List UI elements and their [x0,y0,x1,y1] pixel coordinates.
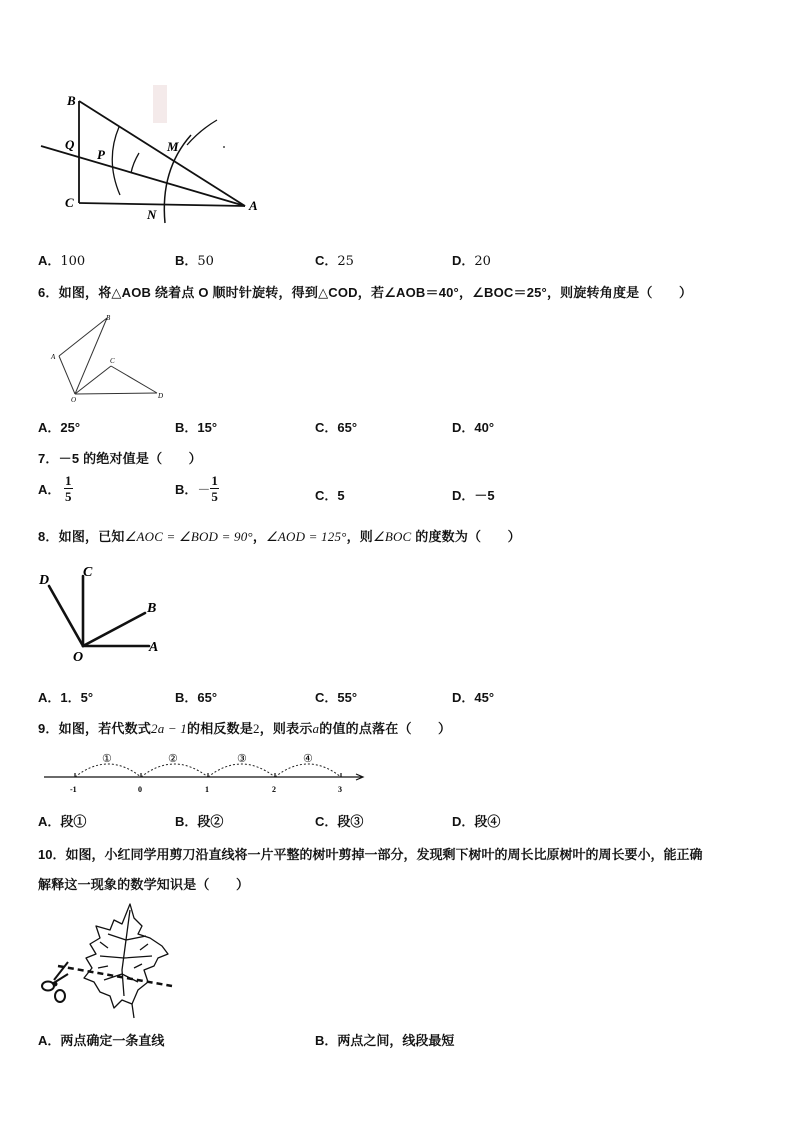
q6-option-a[interactable] [38,417,80,436]
option-text: 两点之间，线段最短 [337,1033,455,1048]
minus-sign: － [197,482,211,497]
label-n: N [147,207,157,222]
option-letter: A． [38,253,61,268]
option-text: 100 [60,254,86,269]
option-letter: A． [38,482,61,497]
q6-label-a: A [51,353,56,361]
option-text: 两点确定一条直线 [60,1033,165,1048]
q6-label-b: B [106,314,111,322]
q8-label-a: A [149,640,159,655]
option-letter: B． [315,1033,338,1048]
q7-option-b[interactable] [175,473,219,504]
option-text: 段④ [474,814,501,829]
fraction-denominator: 5 [211,489,218,504]
option-letter: B． [175,482,198,497]
q8-figure [35,558,170,663]
option-text: 20 [474,254,491,269]
option-text: 25 [337,254,354,269]
option-text: 段① [60,814,87,829]
option-text: 25° [60,420,81,435]
segment-1-label: ① [102,753,112,765]
tick-label: -1 [70,785,77,794]
fraction-denominator: 5 [65,489,72,504]
tick-label: 3 [338,785,342,794]
q8-option-a[interactable] [38,687,93,706]
q10-stem-line-2: 解释这一现象的数学知识是（ ） [38,877,250,892]
label-m: M [167,139,179,154]
q5-option-a[interactable] [38,250,85,269]
label-p: P [97,147,105,162]
q6-option-b[interactable] [175,417,217,436]
q9-option-b[interactable] [175,811,223,830]
option-text: 15° [197,420,218,435]
option-letter: C． [315,488,338,503]
q7-option-d[interactable] [452,485,495,504]
q8-label-o: O [73,650,84,663]
q9-option-d[interactable] [452,811,500,830]
option-letter: D． [452,253,475,268]
q9-number-line [40,745,370,797]
q7-stem: 7．－5 的绝对值是（ ） [38,451,202,466]
segment-4-label: ④ [303,753,313,765]
option-text: 1．5° [60,690,94,705]
option-letter: A． [38,814,61,829]
q8-label-b: B [147,601,157,616]
fraction-numerator: 1 [211,473,218,488]
fraction [210,473,219,504]
tick-label: 0 [138,785,142,794]
q9-stem-mid2: ，则表示 [259,721,313,736]
tick-label: 1 [205,785,209,794]
q10-option-b[interactable] [315,1030,454,1049]
q5-option-c[interactable] [315,250,354,269]
option-letter: A． [38,1033,61,1048]
q9-option-c[interactable] [315,811,363,830]
q6-label-d: D [158,392,164,400]
q6-figure [45,310,175,405]
q9-math-expression: 2a − 1 [151,721,188,736]
q8-label-d: D [39,573,50,588]
q8-stem [38,526,521,545]
q7-option-a[interactable] [38,473,73,504]
fraction-numerator: 1 [65,473,72,488]
q5-figure [35,85,270,225]
q10-option-a[interactable] [38,1030,164,1049]
q10-stem-line-1: 10．如图，小红同学用剪刀沿直线将一片平整的树叶剪掉一部分，发现剩下树叶的周长比原树叶的周长要小，能正确 [38,847,703,862]
q8-option-b[interactable] [175,687,217,706]
option-letter: D． [452,488,475,503]
q8-stem-prefix: 8．如图，已知 [38,529,125,544]
label-c: C [65,195,74,210]
option-letter: B． [175,253,198,268]
q9-stem-suffix: 的值的点落在（ ） [319,721,452,736]
option-letter: B． [175,420,198,435]
q6-label-o: O [71,396,77,404]
label-a: A [249,198,258,213]
option-letter: C． [315,253,338,268]
q9-stem [38,718,451,737]
option-letter: B． [175,690,198,705]
option-text: 45° [474,690,495,705]
q8-stem-sep: ， [252,529,267,544]
option-text: 55° [337,690,358,705]
option-text: 5 [337,488,345,503]
q8-math-target: ∠BOC [372,529,412,544]
option-letter: A． [38,690,61,705]
segment-3-label: ③ [237,753,247,765]
q9-option-a[interactable] [38,811,86,830]
q6-option-c[interactable] [315,417,357,436]
leaf-scissors-figure [38,900,178,1020]
label-b: B [67,93,76,108]
option-letter: C． [315,814,338,829]
option-letter: D． [452,690,475,705]
q6-label-c: C [110,357,115,365]
q9-math-variable: a [312,721,320,736]
q9-math-value: 2 [253,721,260,736]
option-text: 段② [197,814,224,829]
option-text: 40° [474,420,495,435]
option-letter: C． [315,690,338,705]
q8-label-c: C [83,565,93,580]
q6-option-d[interactable] [452,417,494,436]
option-letter: C． [315,420,338,435]
q5-option-b[interactable] [175,250,214,269]
option-letter: A． [38,420,61,435]
q7-option-c[interactable] [315,485,345,504]
tick-label: 2 [272,785,276,794]
q8-stem-suffix: 的度数为（ ） [411,529,521,544]
q8-option-c[interactable] [315,687,357,706]
option-text: 65° [337,420,358,435]
segment-2-label: ② [168,753,178,765]
option-text: 段③ [337,814,364,829]
q8-stem-mid: ，则 [346,529,373,544]
option-text: 65° [197,690,218,705]
q8-math-condition-2: ∠AOD = 125° [266,529,347,544]
option-letter: D． [452,814,475,829]
option-letter: B． [175,814,198,829]
q8-math-condition-1: ∠AOC = ∠BOD = 90° [124,529,253,544]
q9-stem-mid1: 的相反数是 [187,721,254,736]
fraction [64,473,73,504]
option-letter: D． [452,420,475,435]
option-text: －5 [474,488,495,503]
q8-option-d[interactable] [452,687,494,706]
label-q: Q [65,137,75,152]
q6-stem: 6．如图，将△AOB 绕着点 O 顺时针旋转，得到△COD，若∠AOB＝40°，∠BOC＝25°，则旋转角度是（ ） [38,285,693,300]
option-text: 50 [197,254,214,269]
q5-option-d[interactable] [452,250,491,269]
q9-stem-prefix: 9．如图，若代数式 [38,721,152,736]
